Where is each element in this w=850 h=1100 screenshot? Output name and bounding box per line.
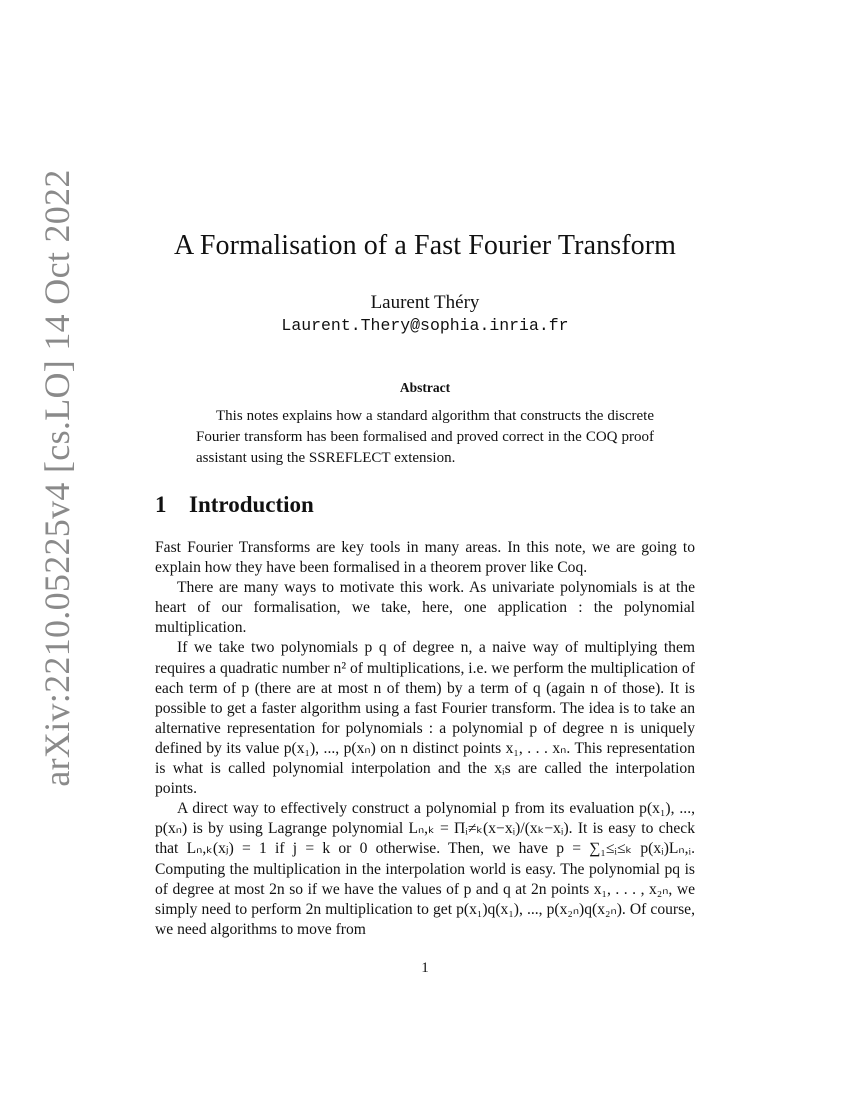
page-number: 1	[421, 960, 429, 976]
author-email: Laurent.Thery@sophia.inria.fr	[281, 316, 569, 335]
section-number: 1	[155, 492, 167, 517]
paragraph: Fast Fourier Transforms are key tools in many areas. In this note, we are going to explain how they have been formalised in a theorem prover like Coq.	[155, 539, 695, 577]
section-heading	[155, 492, 695, 518]
paper-title: A Formalisation of a Fast Fourier Transform	[173, 230, 677, 261]
paragraph: A direct way to effectively construct a polynomial p from its evaluation p(x₁), ..., p(xₙ) is by using Lagrange polynomial Lₙ,ₖ = Πᵢ≠ₖ(x−xᵢ)/(xₖ−xᵢ). It is easy to check that Lₙ,ₖ(xⱼ) = 1 if j = k or 0 otherwise. Then, we have p = ∑₁≤ᵢ≤ₖ p(xᵢ)Lₙ,ᵢ. Computing the multiplication in the interpolation world is easy. The polynomial pq is of degree at most 2n so if we have the values of p and q at 2n points x₁, . . . , x₂ₙ, we simply need to perform 2n multiplication to get p(x₁)q(x₁), ..., p(x₂ₙ)q(x₂ₙ). Of course, we need algorithms to move from	[155, 800, 695, 938]
paragraph: If we take two polynomials p q of degree n, a naive way of multiplying them requires a quadratic number n² of multiplications, i.e. we perform the multiplication of each term of p (there are at most n of them) by a term of q (again n of those). It is possible to get a faster algorithm using a fast Fourier transform. The idea is to take an alternative representation for polynomials : a polynomial p of degree n is uniquely defined by its value p(x₁), ..., p(xₙ) on n distinct points x₁, . . . xₙ. This representation is what is called polynomial interpolation and the xᵢs are called the interpolation points.	[155, 639, 695, 798]
abstract-heading: Abstract	[399, 380, 451, 395]
paragraph: There are many ways to motivate this work. As univariate polynomials is at the heart of our formalisation, we take, here, one application : the polynomial multiplication.	[155, 579, 695, 637]
arxiv-identifier-stamp: arXiv:2210.05225v4 [cs.LO] 14 Oct 2022	[37, 169, 77, 787]
section-title: Introduction	[189, 492, 314, 517]
author-name: Laurent Théry	[370, 292, 480, 313]
body-text	[155, 538, 695, 940]
abstract-text: This notes explains how a standard algorithm that constructs the discrete Fourier transform has been formalised and proved correct in the COQ proof assistant using the SSREFLECT extension.	[196, 408, 654, 466]
